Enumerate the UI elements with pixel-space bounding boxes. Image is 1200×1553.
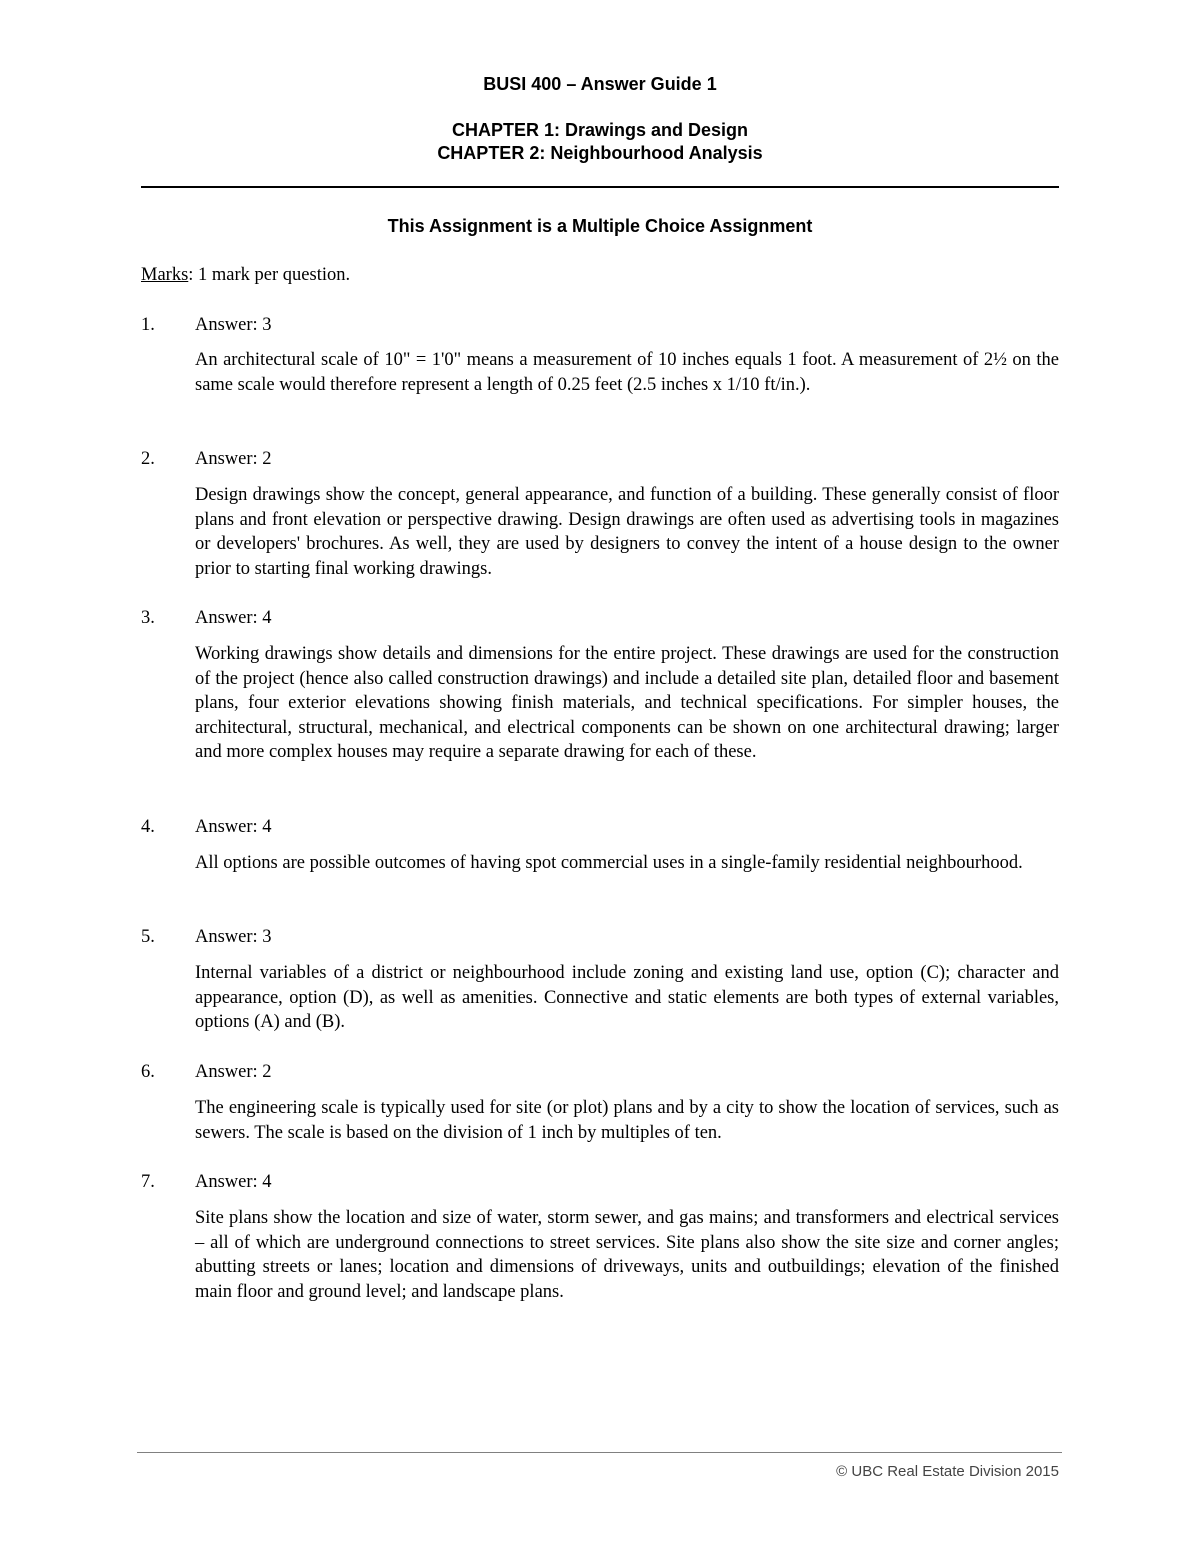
question-explanation: Site plans show the location and size of water, storm sewer, and gas mains; and transformers and electrical services – all of which are underground connections to street services. Site plans also show the site size and corner angles; abutting streets or lanes; location and dimensions of driveways, units and outbuildings; elevation of the finished main floor and ground level; and landscape plans. xyxy=(195,1208,1059,1302)
question-explanation: All options are possible outcomes of having spot commercial uses in a single-family residential neighbourhood. xyxy=(195,853,1023,873)
question-answer: Answer: 4 xyxy=(195,1172,272,1192)
question-answer: Answer: 2 xyxy=(195,449,272,469)
question-answer: Answer: 3 xyxy=(195,315,272,335)
footer-divider xyxy=(137,1452,1062,1453)
question-number: 5. xyxy=(141,927,155,947)
footer-copyright: © UBC Real Estate Division 2015 xyxy=(836,1463,1059,1480)
marks-line xyxy=(141,263,350,287)
marks-label: Marks xyxy=(141,265,189,285)
document-title: BUSI 400 – Answer Guide 1 xyxy=(483,74,717,94)
question-number: 2. xyxy=(141,449,155,469)
question-explanation: An architectural scale of 10" = 1'0" means a measurement of 10 inches equals 1 foot. A measurement of 2½ on the same scale would therefore represent a length of 0.25 feet (2.5 inches x 1/10 ft/in.). xyxy=(195,350,1059,395)
question-number: 3. xyxy=(141,608,155,628)
question-explanation: Working drawings show details and dimensions for the entire project. These drawings are used for the construction of the project (hence also called construction drawings) and include a detailed site plan, detailed floor and basement plans, four exterior elevations showing finish materials, and technical specifications. For simpler houses, the architectural, structural, mechanical, and electrical components can be shown on one architectural drawing; larger and more complex houses may require a separate drawing for each of these. xyxy=(195,644,1059,763)
question-answer: Answer: 4 xyxy=(195,608,272,628)
chapter-1-heading: CHAPTER 1: Drawings and Design xyxy=(451,120,749,140)
assignment-type-heading: This Assignment is a Multiple Choice Assignment xyxy=(387,216,813,236)
question-answer: Answer: 2 xyxy=(195,1062,272,1082)
question-answer: Answer: 3 xyxy=(195,927,272,947)
question-explanation: Internal variables of a district or neighbourhood include zoning and existing land use, option (C); character and appearance, option (D), as well as amenities. Connective and static elements are both types of external variables, options (A) and (B). xyxy=(195,963,1059,1033)
question-number: 4. xyxy=(141,817,155,837)
question-explanation: Design drawings show the concept, general appearance, and function of a building. These generally consist of floor plans and front elevation or perspective drawing. Design drawings are often used as advertising tools in magazines or developers' brochures. As well, they are used by designers to convey the intent of a house design to the owner prior to starting final working drawings. xyxy=(195,485,1059,579)
header-divider xyxy=(141,186,1059,188)
chapter-2-heading: CHAPTER 2: Neighbourhood Analysis xyxy=(437,143,763,163)
question-answer: Answer: 4 xyxy=(195,817,272,837)
marks-text: : 1 mark per question. xyxy=(188,265,351,285)
question-number: 1. xyxy=(141,315,155,335)
question-explanation: The engineering scale is typically used for site (or plot) plans and by a city to show the location of services, such as sewers. The scale is based on the division of 1 inch by multiples of ten. xyxy=(195,1098,1059,1143)
question-number: 6. xyxy=(141,1062,155,1082)
question-number: 7. xyxy=(141,1172,155,1192)
